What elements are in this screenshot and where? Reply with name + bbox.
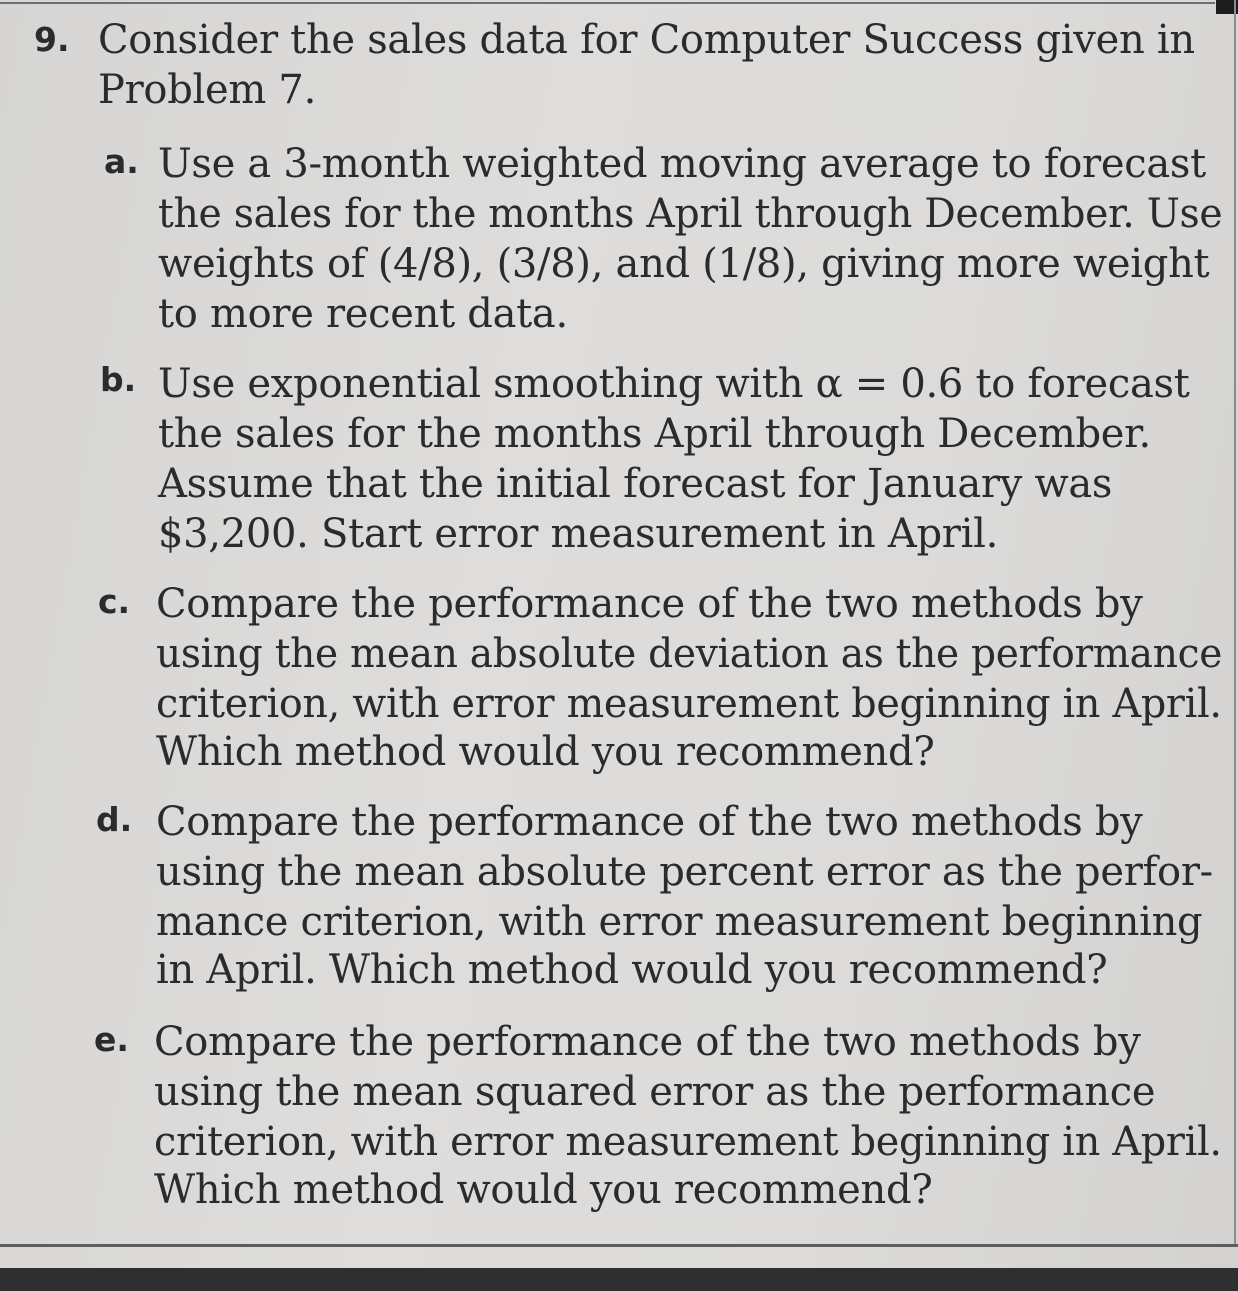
- part-b-label: b.: [100, 360, 137, 399]
- part-a-line: the sales for the months April through December. Use: [158, 191, 1223, 237]
- part-c-line: Compare the performance of the two methods by: [156, 581, 1143, 627]
- part-a-line: weights of (4/8), (3/8), and (1/8), giving more weight: [158, 241, 1210, 287]
- part-a-label: a.: [104, 142, 139, 181]
- problem-number: 9.: [34, 20, 70, 59]
- part-b-line: $3,200. Start error measurement in April.: [158, 511, 999, 557]
- part-a-line: to more recent data.: [158, 291, 568, 337]
- part-e-line: Compare the performance of the two methods by: [154, 1019, 1141, 1065]
- part-b-line: the sales for the months April through December.: [158, 411, 1151, 457]
- problem-text-line: Problem 7.: [98, 67, 316, 113]
- part-d-line: using the mean absolute percent error as the perfor-: [156, 849, 1213, 895]
- part-b-line: Use exponential smoothing with α = 0.6 to forecast: [158, 361, 1190, 407]
- part-e-line: Which method would you recommend?: [154, 1167, 933, 1213]
- part-b-line: Assume that the initial forecast for January was: [158, 461, 1113, 507]
- problem-text-line: Consider the sales data for Computer Success given in: [98, 17, 1195, 63]
- part-c-label: c.: [98, 582, 131, 621]
- part-d-line: in April. Which method would you recommend?: [156, 947, 1108, 993]
- part-d-label: d.: [96, 800, 133, 839]
- part-d-line: Compare the performance of the two methods by: [156, 799, 1143, 845]
- bottom-rule: [0, 1244, 1238, 1247]
- part-e-label: e.: [94, 1020, 129, 1059]
- part-a-line: Use a 3-month weighted moving average to forecast: [158, 141, 1206, 187]
- part-e-line: using the mean squared error as the performance: [154, 1069, 1156, 1115]
- part-c-line: criterion, with error measurement beginning in April.: [156, 681, 1222, 727]
- part-d-line: mance criterion, with error measurement beginning: [156, 899, 1203, 945]
- part-c-line: using the mean absolute deviation as the performance: [156, 631, 1223, 677]
- part-c-line: Which method would you recommend?: [156, 729, 935, 775]
- part-e-line: criterion, with error measurement beginning in April.: [154, 1119, 1222, 1165]
